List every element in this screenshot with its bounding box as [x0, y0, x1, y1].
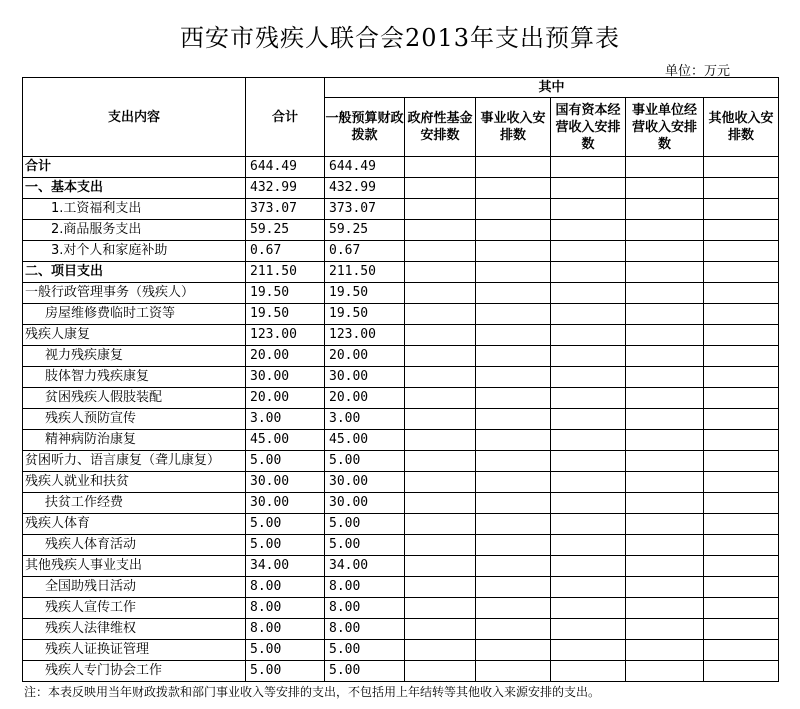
- row-empty-cell: [704, 514, 779, 535]
- table-row: [23, 346, 779, 367]
- header-c4: 国有资本经营收入安排数: [551, 98, 626, 157]
- row-empty-cell: [405, 430, 476, 451]
- row-empty-cell: [476, 283, 551, 304]
- row-empty-cell: [704, 241, 779, 262]
- row-empty-cell: [626, 304, 704, 325]
- row-empty-cell: [626, 472, 704, 493]
- row-total: 20.00: [246, 346, 325, 367]
- row-label: 残疾人体育活动: [23, 535, 246, 556]
- row-empty-cell: [551, 619, 626, 640]
- row-total: 8.00: [246, 619, 325, 640]
- header-c3: 事业收入安排数: [476, 98, 551, 157]
- row-label: 残疾人康复: [23, 325, 246, 346]
- row-empty-cell: [626, 430, 704, 451]
- row-empty-cell: [704, 577, 779, 598]
- row-empty-cell: [551, 325, 626, 346]
- table-row: [23, 325, 779, 346]
- row-empty-cell: [405, 388, 476, 409]
- row-empty-cell: [405, 325, 476, 346]
- row-total: 19.50: [246, 283, 325, 304]
- row-label: 1.工资福利支出: [23, 199, 246, 220]
- row-empty-cell: [476, 577, 551, 598]
- row-total: 34.00: [246, 556, 325, 577]
- row-budget: 5.00: [325, 514, 405, 535]
- row-empty-cell: [704, 619, 779, 640]
- row-empty-cell: [405, 493, 476, 514]
- row-empty-cell: [704, 493, 779, 514]
- row-empty-cell: [476, 430, 551, 451]
- row-label: 合计: [23, 157, 246, 178]
- row-empty-cell: [476, 262, 551, 283]
- row-empty-cell: [626, 241, 704, 262]
- row-empty-cell: [551, 346, 626, 367]
- row-label: 2.商品服务支出: [23, 220, 246, 241]
- row-label: 其他残疾人事业支出: [23, 556, 246, 577]
- row-empty-cell: [704, 661, 779, 682]
- row-empty-cell: [626, 619, 704, 640]
- row-empty-cell: [551, 304, 626, 325]
- table-row: [23, 598, 779, 619]
- row-empty-cell: [551, 199, 626, 220]
- row-empty-cell: [704, 262, 779, 283]
- row-empty-cell: [551, 430, 626, 451]
- table-row: [23, 640, 779, 661]
- header-c5: 事业单位经营收入安排数: [626, 98, 704, 157]
- row-empty-cell: [626, 493, 704, 514]
- row-empty-cell: [704, 472, 779, 493]
- table-row: [23, 514, 779, 535]
- table-row: [23, 199, 779, 220]
- row-label: 残疾人体育: [23, 514, 246, 535]
- row-empty-cell: [476, 178, 551, 199]
- row-empty-cell: [476, 346, 551, 367]
- row-empty-cell: [405, 283, 476, 304]
- row-empty-cell: [476, 241, 551, 262]
- header-content: 支出内容: [23, 78, 246, 157]
- row-empty-cell: [704, 535, 779, 556]
- row-empty-cell: [704, 304, 779, 325]
- row-empty-cell: [704, 325, 779, 346]
- row-empty-cell: [405, 178, 476, 199]
- table-row: [23, 409, 779, 430]
- table-row: [23, 451, 779, 472]
- row-total: 5.00: [246, 514, 325, 535]
- row-empty-cell: [405, 220, 476, 241]
- row-budget: 5.00: [325, 640, 405, 661]
- row-total: 0.67: [246, 241, 325, 262]
- row-empty-cell: [551, 157, 626, 178]
- row-empty-cell: [476, 472, 551, 493]
- row-empty-cell: [405, 535, 476, 556]
- table-row: [23, 472, 779, 493]
- row-empty-cell: [551, 514, 626, 535]
- row-empty-cell: [704, 220, 779, 241]
- table-row: [23, 388, 779, 409]
- row-empty-cell: [626, 409, 704, 430]
- row-budget: 34.00: [325, 556, 405, 577]
- row-empty-cell: [476, 409, 551, 430]
- row-budget: 373.07: [325, 199, 405, 220]
- row-empty-cell: [551, 262, 626, 283]
- row-total: 30.00: [246, 367, 325, 388]
- row-empty-cell: [476, 556, 551, 577]
- table-row: [23, 367, 779, 388]
- row-empty-cell: [405, 451, 476, 472]
- row-empty-cell: [626, 388, 704, 409]
- row-total: 30.00: [246, 493, 325, 514]
- table-row: [23, 304, 779, 325]
- row-empty-cell: [476, 514, 551, 535]
- row-budget: 30.00: [325, 493, 405, 514]
- header-group: 其中: [325, 78, 779, 98]
- row-empty-cell: [476, 325, 551, 346]
- row-empty-cell: [626, 577, 704, 598]
- row-empty-cell: [405, 346, 476, 367]
- row-budget: 211.50: [325, 262, 405, 283]
- row-budget: 30.00: [325, 367, 405, 388]
- row-label: 二、项目支出: [23, 262, 246, 283]
- table-row: [23, 283, 779, 304]
- row-empty-cell: [405, 472, 476, 493]
- row-total: 5.00: [246, 640, 325, 661]
- row-budget: 19.50: [325, 283, 405, 304]
- row-empty-cell: [704, 157, 779, 178]
- row-empty-cell: [704, 598, 779, 619]
- header-c2: 政府性基金安排数: [405, 98, 476, 157]
- row-empty-cell: [405, 367, 476, 388]
- row-empty-cell: [626, 367, 704, 388]
- row-empty-cell: [476, 493, 551, 514]
- row-total: 59.25: [246, 220, 325, 241]
- table-row: [23, 178, 779, 199]
- row-total: 123.00: [246, 325, 325, 346]
- row-empty-cell: [704, 346, 779, 367]
- table-row: [23, 556, 779, 577]
- row-empty-cell: [405, 157, 476, 178]
- row-budget: 8.00: [325, 598, 405, 619]
- row-budget: 20.00: [325, 388, 405, 409]
- row-total: 3.00: [246, 409, 325, 430]
- row-empty-cell: [476, 388, 551, 409]
- row-empty-cell: [405, 514, 476, 535]
- row-empty-cell: [626, 640, 704, 661]
- row-label: 残疾人专门协会工作: [23, 661, 246, 682]
- row-empty-cell: [405, 661, 476, 682]
- row-budget: 5.00: [325, 661, 405, 682]
- row-budget: 30.00: [325, 472, 405, 493]
- row-empty-cell: [551, 241, 626, 262]
- row-total: 8.00: [246, 598, 325, 619]
- row-label: 房屋维修费临时工资等: [23, 304, 246, 325]
- table-row: [23, 220, 779, 241]
- row-empty-cell: [551, 283, 626, 304]
- row-empty-cell: [704, 409, 779, 430]
- row-empty-cell: [626, 346, 704, 367]
- header-c6: 其他收入安排数: [704, 98, 779, 157]
- row-empty-cell: [704, 556, 779, 577]
- row-total: 20.00: [246, 388, 325, 409]
- row-empty-cell: [704, 367, 779, 388]
- row-empty-cell: [704, 451, 779, 472]
- row-empty-cell: [626, 157, 704, 178]
- row-empty-cell: [405, 409, 476, 430]
- table-row: [23, 619, 779, 640]
- table-row: [23, 535, 779, 556]
- row-empty-cell: [626, 535, 704, 556]
- table-row: [23, 262, 779, 283]
- row-empty-cell: [704, 430, 779, 451]
- row-label: 精神病防治康复: [23, 430, 246, 451]
- row-empty-cell: [551, 493, 626, 514]
- row-empty-cell: [551, 535, 626, 556]
- table-row: [23, 577, 779, 598]
- table-row: [23, 661, 779, 682]
- row-total: 5.00: [246, 661, 325, 682]
- row-empty-cell: [551, 388, 626, 409]
- row-empty-cell: [551, 598, 626, 619]
- row-empty-cell: [405, 640, 476, 661]
- row-budget: 20.00: [325, 346, 405, 367]
- row-empty-cell: [405, 598, 476, 619]
- budget-table: [22, 77, 779, 682]
- row-label: 残疾人宣传工作: [23, 598, 246, 619]
- row-empty-cell: [476, 157, 551, 178]
- row-label: 肢体智力残疾康复: [23, 367, 246, 388]
- row-empty-cell: [476, 220, 551, 241]
- row-budget: 5.00: [325, 535, 405, 556]
- header-c1: 一般预算财政拨款: [325, 98, 405, 157]
- row-budget: 59.25: [325, 220, 405, 241]
- row-total: 5.00: [246, 451, 325, 472]
- table-row: [23, 430, 779, 451]
- row-empty-cell: [626, 598, 704, 619]
- row-empty-cell: [405, 577, 476, 598]
- row-budget: 3.00: [325, 409, 405, 430]
- row-empty-cell: [476, 598, 551, 619]
- row-total: 373.07: [246, 199, 325, 220]
- row-empty-cell: [476, 535, 551, 556]
- row-empty-cell: [476, 304, 551, 325]
- row-label: 贫困残疾人假肢装配: [23, 388, 246, 409]
- footnote: 注：本表反映用当年财政拨款和部门事业收入等安排的支出，不包括用上年结转等其他收入来源安排的支出。: [24, 685, 601, 699]
- row-empty-cell: [551, 640, 626, 661]
- row-empty-cell: [405, 556, 476, 577]
- page-title: 西安市残疾人联合会2013年支出预算表: [179, 24, 621, 52]
- row-budget: 8.00: [325, 619, 405, 640]
- row-empty-cell: [626, 199, 704, 220]
- row-empty-cell: [626, 262, 704, 283]
- row-budget: 45.00: [325, 430, 405, 451]
- row-label: 全国助残日活动: [23, 577, 246, 598]
- row-empty-cell: [476, 367, 551, 388]
- row-budget: 19.50: [325, 304, 405, 325]
- row-empty-cell: [405, 304, 476, 325]
- row-empty-cell: [626, 514, 704, 535]
- row-empty-cell: [704, 283, 779, 304]
- row-empty-cell: [476, 661, 551, 682]
- unit-label: 单位：万元: [665, 64, 731, 79]
- row-total: 432.99: [246, 178, 325, 199]
- row-empty-cell: [405, 262, 476, 283]
- row-empty-cell: [704, 199, 779, 220]
- table-row: [23, 241, 779, 262]
- row-label: 残疾人证换证管理: [23, 640, 246, 661]
- row-empty-cell: [551, 451, 626, 472]
- row-budget: 432.99: [325, 178, 405, 199]
- row-label: 扶贫工作经费: [23, 493, 246, 514]
- table-row: [23, 157, 779, 178]
- row-empty-cell: [551, 556, 626, 577]
- row-empty-cell: [551, 220, 626, 241]
- row-empty-cell: [626, 220, 704, 241]
- row-budget: 8.00: [325, 577, 405, 598]
- row-empty-cell: [405, 619, 476, 640]
- row-empty-cell: [626, 451, 704, 472]
- row-total: 644.49: [246, 157, 325, 178]
- row-empty-cell: [551, 472, 626, 493]
- row-total: 30.00: [246, 472, 325, 493]
- row-empty-cell: [476, 199, 551, 220]
- row-budget: 0.67: [325, 241, 405, 262]
- row-empty-cell: [626, 178, 704, 199]
- row-budget: 644.49: [325, 157, 405, 178]
- row-budget: 5.00: [325, 451, 405, 472]
- row-label: 视力残疾康复: [23, 346, 246, 367]
- row-empty-cell: [476, 451, 551, 472]
- row-label: 一、基本支出: [23, 178, 246, 199]
- row-empty-cell: [551, 577, 626, 598]
- row-budget: 123.00: [325, 325, 405, 346]
- row-empty-cell: [704, 178, 779, 199]
- row-total: 8.00: [246, 577, 325, 598]
- row-empty-cell: [704, 640, 779, 661]
- row-empty-cell: [551, 178, 626, 199]
- row-empty-cell: [626, 325, 704, 346]
- row-label: 一般行政管理事务（残疾人）: [23, 283, 246, 304]
- row-label: 残疾人就业和扶贫: [23, 472, 246, 493]
- row-label: 残疾人预防宣传: [23, 409, 246, 430]
- row-label: 3.对个人和家庭补助: [23, 241, 246, 262]
- row-empty-cell: [704, 388, 779, 409]
- row-empty-cell: [476, 640, 551, 661]
- header-total: 合计: [246, 78, 325, 157]
- row-empty-cell: [551, 409, 626, 430]
- row-label: 贫困听力、语言康复（聋儿康复）: [23, 451, 246, 472]
- row-empty-cell: [405, 241, 476, 262]
- row-label: 残疾人法律维权: [23, 619, 246, 640]
- row-total: 45.00: [246, 430, 325, 451]
- row-total: 211.50: [246, 262, 325, 283]
- row-empty-cell: [405, 199, 476, 220]
- table-row: [23, 493, 779, 514]
- row-total: 5.00: [246, 535, 325, 556]
- row-empty-cell: [626, 283, 704, 304]
- row-empty-cell: [551, 367, 626, 388]
- row-empty-cell: [626, 661, 704, 682]
- row-total: 19.50: [246, 304, 325, 325]
- row-empty-cell: [476, 619, 551, 640]
- row-empty-cell: [626, 556, 704, 577]
- row-empty-cell: [551, 661, 626, 682]
